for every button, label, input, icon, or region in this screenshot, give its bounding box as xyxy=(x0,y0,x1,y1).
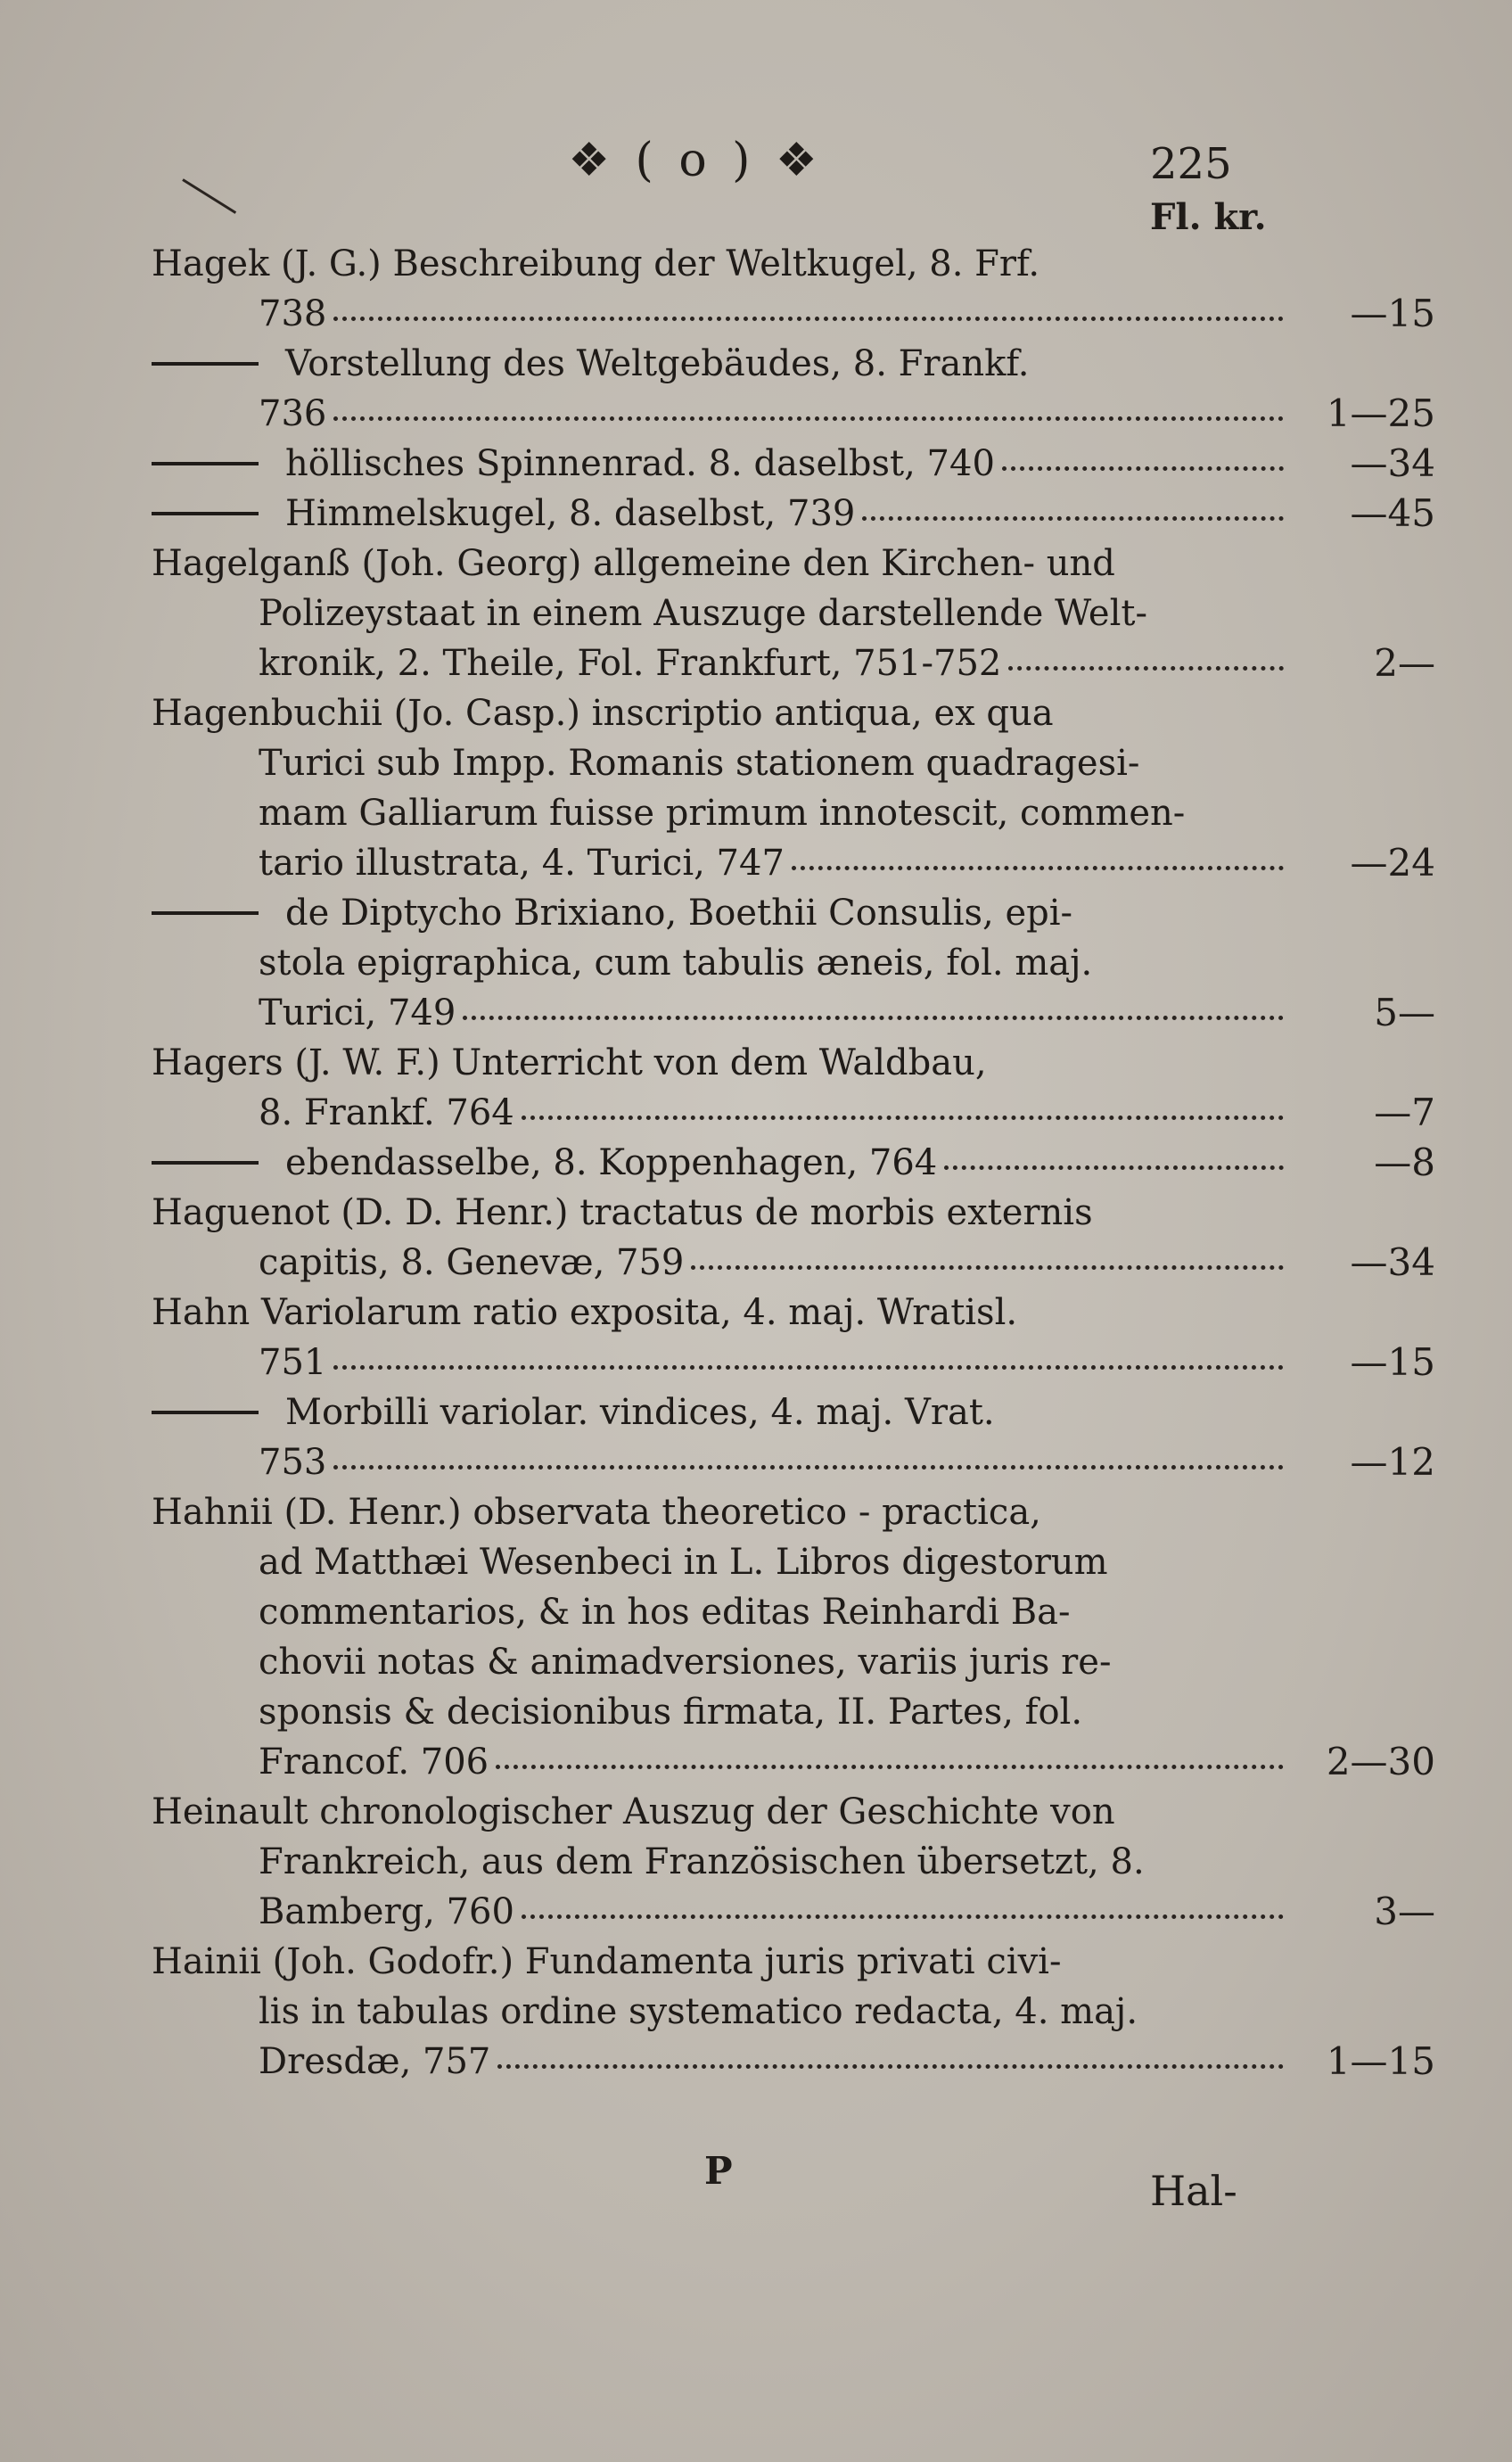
entry-text: Dresdæ, 757 xyxy=(259,2041,491,2082)
entry-text: Hagenbuchii (Jo. Casp.) inscriptio antiqua, ex qua xyxy=(152,693,1054,734)
catalog-entry xyxy=(152,1188,1435,1288)
entry-line xyxy=(152,638,1435,688)
catalog-entry xyxy=(152,1787,1435,1937)
entry-text: Bamberg, 760 xyxy=(259,1891,514,1932)
entry-line xyxy=(152,1038,1293,1088)
dot-leader xyxy=(333,413,1284,421)
entry-line xyxy=(152,1637,1293,1687)
catalog-entry xyxy=(152,1288,1435,1387)
entry-text: Himmelskugel, 8. daselbst, 739 xyxy=(285,493,856,534)
entry-text: Hahn Variolarum ratio exposita, 4. maj. Wratisl. xyxy=(152,1292,1018,1333)
entry-text: kronik, 2. Theile, Fol. Frankfurt, 751-752 xyxy=(259,643,1002,684)
entry-price: —45 xyxy=(1350,491,1435,535)
header-ornament: ❖ ( o ) ❖ xyxy=(568,134,823,187)
dot-leader xyxy=(497,2061,1284,2069)
catalog-entries xyxy=(152,239,1435,2087)
ditto-dash xyxy=(152,462,259,465)
entry-price: —24 xyxy=(1350,841,1435,885)
entry-line xyxy=(152,1537,1293,1587)
dot-leader xyxy=(691,1262,1284,1270)
entry-price: —12 xyxy=(1350,1440,1435,1484)
currency-column-head: Fl. kr. xyxy=(1150,196,1267,238)
entry-price: 2— xyxy=(1374,641,1435,685)
entry-price: 1—15 xyxy=(1326,2039,1435,2083)
entry-text: Hahnii (D. Henr.) observata theoretico - practica, xyxy=(152,1492,1041,1533)
entry-line xyxy=(152,1987,1293,2037)
entry-line xyxy=(152,339,1293,389)
dot-leader xyxy=(522,1911,1284,1919)
entry-text: sponsis & decisionibus firmata, II. Partes, fol. xyxy=(259,1692,1083,1733)
entry-line xyxy=(152,1288,1293,1338)
entry-line xyxy=(152,988,1435,1038)
entry-line xyxy=(152,289,1435,339)
catalog-entry xyxy=(152,339,1435,439)
catalog-entry xyxy=(152,1487,1435,1787)
entry-text: Hagers (J. W. F.) Unterricht von dem Waldbau, xyxy=(152,1042,987,1083)
entry-text: mam Galliarum fuisse primum innotescit, commen- xyxy=(259,793,1186,834)
entry-price: —15 xyxy=(1350,292,1435,335)
entry-line xyxy=(152,688,1293,738)
entry-price: 5— xyxy=(1374,991,1435,1034)
dot-leader xyxy=(463,1012,1284,1020)
catalog-entry xyxy=(152,1038,1435,1138)
dot-leader xyxy=(333,313,1284,321)
entry-line xyxy=(152,1487,1293,1537)
entry-text: höllisches Spinnenrad. 8. daselbst, 740 xyxy=(285,443,995,484)
entry-text: Hagek (J. G.) Beschreibung der Weltkugel, 8. Frf. xyxy=(152,243,1040,284)
entry-price: —34 xyxy=(1350,441,1435,485)
page-number: 225 xyxy=(1150,139,1232,189)
entry-text: chovii notas & animadversiones, variis juris re- xyxy=(259,1642,1112,1683)
signature-mark: P xyxy=(704,2149,733,2193)
entry-text: Vorstellung des Weltgebäudes, 8. Frankf. xyxy=(285,343,1030,384)
entry-line xyxy=(152,489,1435,539)
entry-line xyxy=(152,1587,1293,1637)
dot-leader xyxy=(944,1162,1284,1170)
entry-line xyxy=(152,1188,1293,1238)
entry-line xyxy=(152,1088,1435,1138)
ditto-dash xyxy=(152,1161,259,1165)
dot-leader xyxy=(792,862,1284,870)
entry-line xyxy=(152,1837,1293,1887)
entry-text: Francof. 706 xyxy=(259,1742,489,1783)
catalog-entry xyxy=(152,239,1435,339)
entry-text: 753 xyxy=(259,1442,327,1483)
dot-leader xyxy=(333,1462,1284,1470)
entry-text: capitis, 8. Genevæ, 759 xyxy=(259,1242,685,1283)
entry-text: 751 xyxy=(259,1342,327,1383)
entry-line xyxy=(152,1687,1293,1737)
entry-line xyxy=(152,1238,1435,1288)
catalog-entry xyxy=(152,539,1435,688)
dot-leader xyxy=(333,1362,1284,1370)
ditto-dash xyxy=(152,362,259,366)
entry-text: ad Matthæi Wesenbeci in L. Libros digestorum xyxy=(259,1542,1108,1583)
entry-line xyxy=(152,1787,1293,1837)
entry-price: 1—25 xyxy=(1326,391,1435,435)
entry-line xyxy=(152,589,1293,638)
entry-text: Turici sub Impp. Romanis stationem quadragesi- xyxy=(259,743,1140,784)
entry-text: 736 xyxy=(259,393,327,434)
entry-price: —15 xyxy=(1350,1340,1435,1384)
entry-line xyxy=(152,389,1435,439)
catalog-entry xyxy=(152,1138,1435,1188)
dot-leader xyxy=(1002,463,1284,471)
entry-line xyxy=(152,2037,1435,2087)
entry-text: Frankreich, aus dem Französischen übersetzt, 8. xyxy=(259,1841,1145,1882)
entry-line xyxy=(152,539,1293,589)
entry-line xyxy=(152,1387,1293,1437)
entry-line xyxy=(152,938,1293,988)
ditto-dash xyxy=(152,911,259,915)
catalog-entry xyxy=(152,1937,1435,2087)
entry-text: Polizeystaat in einem Auszuge darstellende Welt- xyxy=(259,593,1147,634)
dot-leader xyxy=(496,1761,1284,1769)
ditto-dash xyxy=(152,512,259,515)
entry-text: 8. Frankf. 764 xyxy=(259,1092,514,1133)
entry-price: —7 xyxy=(1374,1091,1435,1134)
entry-line xyxy=(152,788,1293,838)
catalog-entry xyxy=(152,688,1435,888)
entry-price: 3— xyxy=(1374,1890,1435,1933)
entry-price: —8 xyxy=(1374,1140,1435,1184)
dot-leader xyxy=(522,1112,1284,1120)
entry-line xyxy=(152,1937,1293,1987)
ink-mark xyxy=(182,178,236,214)
entry-text: de Diptycho Brixiano, Boethii Consulis, epi- xyxy=(285,893,1073,934)
entry-line xyxy=(152,1887,1435,1937)
entry-text: 738 xyxy=(259,293,327,334)
entry-text: Turici, 749 xyxy=(259,992,456,1033)
ditto-dash xyxy=(152,1411,259,1414)
entry-text: stola epigraphica, cum tabulis æneis, fol. maj. xyxy=(259,943,1093,984)
entry-text: Haguenot (D. D. Henr.) tractatus de morbis externis xyxy=(152,1192,1093,1233)
entry-line xyxy=(152,1138,1435,1188)
entry-text: tario illustrata, 4. Turici, 747 xyxy=(259,843,785,884)
dot-leader xyxy=(1008,663,1284,671)
catalog-entry xyxy=(152,489,1435,539)
entry-text: commentarios, & in hos editas Reinhardi Ba- xyxy=(259,1592,1071,1633)
entry-line xyxy=(152,1737,1435,1787)
catalog-entry xyxy=(152,888,1435,1038)
entry-line xyxy=(152,738,1293,788)
entry-text: Hainii (Joh. Godofr.) Fundamenta juris privati civi- xyxy=(152,1941,1062,1982)
entry-line xyxy=(152,838,1435,888)
entry-text: Morbilli variolar. vindices, 4. maj. Vrat. xyxy=(285,1392,995,1433)
entry-line xyxy=(152,439,1435,489)
catchword: Hal- xyxy=(1150,2167,1237,2215)
entry-text: ebendasselbe, 8. Koppenhagen, 764 xyxy=(285,1142,938,1183)
catalog-entry xyxy=(152,439,1435,489)
entry-text: Heinault chronologischer Auszug der Geschichte von xyxy=(152,1791,1115,1832)
entry-text: lis in tabulas ordine systematico redacta, 4. maj. xyxy=(259,1991,1138,2032)
catalog-entry xyxy=(152,1387,1435,1487)
entry-line xyxy=(152,1437,1435,1487)
entry-line xyxy=(152,888,1293,938)
entry-line xyxy=(152,1338,1435,1387)
entry-price: 2—30 xyxy=(1326,1740,1435,1783)
entry-line xyxy=(152,239,1293,289)
dot-leader xyxy=(862,513,1284,521)
entry-price: —34 xyxy=(1350,1240,1435,1284)
entry-text: Hagelganß (Joh. Georg) allgemeine den Kirchen- und xyxy=(152,543,1115,584)
